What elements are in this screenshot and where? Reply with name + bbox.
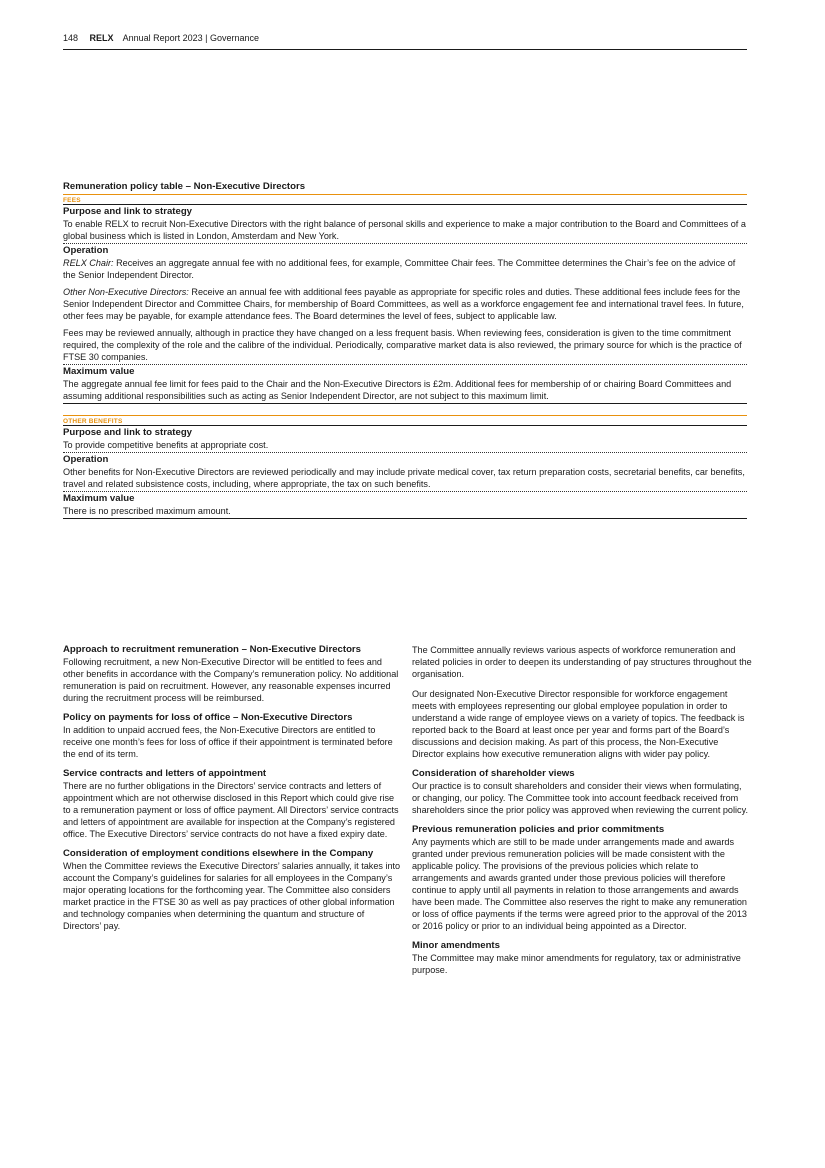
fees-maximum-paragraph: The aggregate annual fee limit for fees paid to the Chair and the Non-Executive Directors is £2m. Additional fees for membership of or chairing Board Committees and assuming additional responsibilities such as acting as Senior Independent Director, are not subject to this maximum limit.	[63, 379, 732, 401]
shareholder-text: Our practice is to consult shareholders and consider their views when formulating, or changing, our policy. The Committee took into account feedback received from shareholders since the prior policy was approved when reviewing the current policy.	[412, 781, 748, 815]
workforce-text: The Committee annually reviews various aspects of workforce remuneration and related policies in order to deepen its understanding of pay structures throughout the organisation.	[412, 645, 752, 679]
fees-maximum-text	[63, 378, 747, 404]
benefits-operation-paragraph: Other benefits for Non-Executive Directors are reviewed periodically and may include private medical cover, tax return preparation costs, secretarial benefits, car benefits, travel and related subsistence costs, including, where appropriate, the tax on such benefits.	[63, 467, 745, 489]
benefits-maximum-text	[63, 505, 747, 519]
previous-policies-text: Any payments which are still to be made under arrangements made and awards granted under previous remuneration policies will be made consistent with the applicable policy. The provisions of the previous policies which relate to arrangements and awards granted under those previous policies will therefore continue to apply until all payments in relation to those arrangements and awards have been made. The Committee also reserves the right to make any remuneration or loss of office payments if the terms were agreed prior to the approval of the 2013 or 2016 policy or prior to an individual being appointed as a Director.	[412, 837, 747, 931]
section-divider	[63, 404, 747, 416]
table-title: Remuneration policy table – Non-Executive Directors	[63, 180, 747, 195]
benefits-purpose-heading: Purpose and link to strategy	[63, 427, 193, 438]
brand-name: RELX	[89, 33, 114, 43]
fees-operation-other	[63, 286, 747, 322]
employment-conditions-text: When the Committee reviews the Executive Directors’ salaries annually, it takes into account the Company’s guidelines for salaries for all employees in the Company’s major operating locations for the forthcoming year. The Committee also considers market practice in the FTSE 30 as well as pay practices of other global information and technology companies when determining the quantum and structure of Directors’ pay.	[63, 861, 401, 931]
benefits-operation-text	[63, 466, 747, 492]
other-ned-label: Other Non-Executive Directors:	[63, 287, 189, 297]
shareholder-section	[412, 768, 752, 816]
fees-purpose-paragraph: To enable RELX to recruit Non-Executive Directors with the right balance of personal skills and experience to make a major contribution to the Board and Committees of a global business which is listed in London, Amsterdam and New York.	[63, 219, 746, 241]
minor-amendments-heading: Minor amendments	[412, 940, 500, 951]
employment-conditions-heading: Consideration of employment conditions elsewhere in the Company	[63, 848, 374, 859]
previous-policies-section	[412, 824, 752, 932]
benefits-purpose-text	[63, 439, 747, 453]
previous-policies-heading: Previous remuneration policies and prior commitments	[412, 824, 665, 835]
fees-operation-review: Fees may be reviewed annually, although in practice they have changed on a less frequent basis. When reviewing fees, consideration is given to the time commitment required, the complexity of the role and the calibre of the individual. Periodically, comparative market data is also reviewed, the primary source for which is the practice of FTSE 30 companies.	[63, 328, 742, 362]
other-benefits-section-tag: OTHER BENEFITS	[63, 416, 747, 426]
recruitment-section	[63, 644, 403, 704]
minor-amendments-section	[412, 940, 752, 976]
recruitment-text: Following recruitment, a new Non-Executive Director will be entitled to fees and other benefits in accordance with the Company’s remuneration policy. No additional remuneration is paid on recruitment. However, any reasonable expenses incurred during the recruitment process will be reimbursed.	[63, 657, 399, 703]
service-contracts-section	[63, 768, 403, 840]
fees-operation-text	[63, 257, 747, 365]
benefits-maximum-paragraph: There is no prescribed maximum amount.	[63, 506, 231, 516]
remuneration-policy-table	[63, 180, 747, 519]
other-ned-text: Receive an annual fee with additional fees payable as appropriate for specific roles and duties. These additional fees include fees for the Senior Independent Director and Committee Chairs, for membership of Board Committees, as well as a workforce engagement fee and international travel fees. In future, other fees may be payable, for example attendance fees. The Board determines the level of fees, subject to applicable law.	[63, 287, 744, 321]
loss-of-office-text: In addition to unpaid accrued fees, the Non-Executive Directors are entitled to receive one month’s fees for loss of office if their appointment is terminated before the end of its term.	[63, 725, 393, 759]
loss-of-office-heading: Policy on payments for loss of office – Non-Executive Directors	[63, 712, 353, 723]
fees-operation-heading: Operation	[63, 245, 109, 256]
benefits-operation-heading: Operation	[63, 454, 109, 465]
chair-text: Receives an aggregate annual fee with no additional fees, for example, Committee Chair fees. The Committee determines the Chair’s fee on the advice of the Senior Independent Director.	[63, 258, 736, 280]
chair-label: RELX Chair:	[63, 258, 114, 268]
recruitment-heading: Approach to recruitment remuneration – Non-Executive Directors	[63, 644, 362, 655]
left-column	[63, 644, 403, 940]
benefits-purpose-paragraph: To provide competitive benefits at appropriate cost.	[63, 440, 269, 450]
fees-operation-chair	[63, 257, 747, 281]
right-column	[412, 644, 752, 984]
report-title: Annual Report 2023 | Governance	[122, 33, 260, 43]
employment-conditions-section	[63, 848, 403, 932]
fees-section-tag: FEES	[63, 195, 747, 205]
minor-amendments-text: The Committee may make minor amendments for regulatory, tax or administrative purpose.	[412, 953, 741, 975]
shareholder-heading: Consideration of shareholder views	[412, 768, 575, 779]
benefits-maximum-heading: Maximum value	[63, 493, 135, 504]
fees-purpose-text	[63, 218, 747, 244]
service-contracts-heading: Service contracts and letters of appointment	[63, 768, 267, 779]
page-header	[63, 32, 747, 50]
fees-maximum-heading: Maximum value	[63, 366, 135, 377]
service-contracts-text: There are no further obligations in the Directors’ service contracts and letters of appointment which are not otherwise disclosed in this Report which could give rise to a remuneration payment or loss of office payment. All Directors’ service contracts and letters of appointment are available for inspection at the Company’s registered office. The Executive Directors’ service contracts do not have a fixed expiry date.	[63, 781, 399, 839]
fees-purpose-heading: Purpose and link to strategy	[63, 206, 193, 217]
loss-of-office-section	[63, 712, 403, 760]
page-number: 148	[63, 33, 79, 43]
engagement-text: Our designated Non-Executive Director responsible for workforce engagement meets with employees representing our global employee population in order to understand a wide range of employee views on a variety of topics. The feedback is reported back to the Board at least once per year and forms part of the Board’s discussions and decision making. As part of this process, the Non-Executive Director explains how executive remuneration aligns with wider pay policy.	[412, 689, 745, 759]
